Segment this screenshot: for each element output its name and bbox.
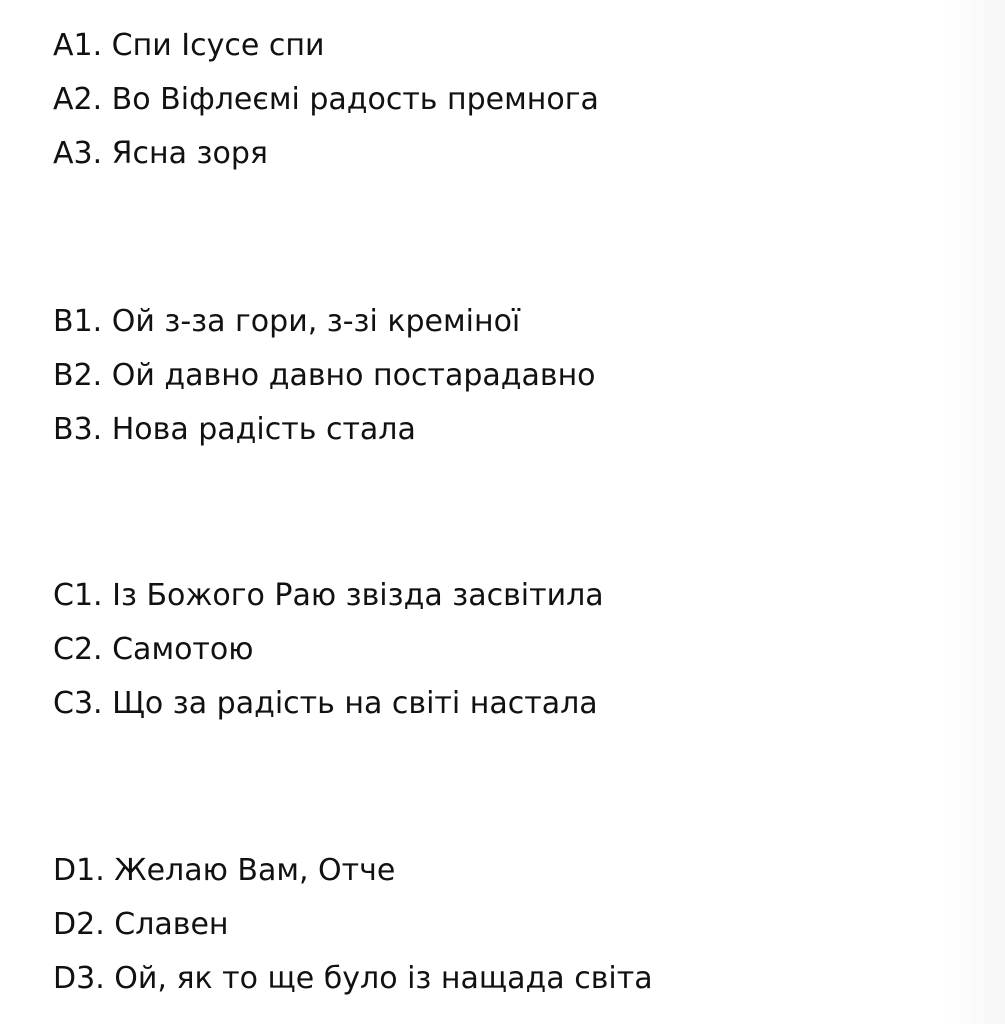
list-item-a2: A2. Во Віфлеємі радость премнога (53, 82, 599, 117)
list-item-d2: D2. Славен (53, 907, 229, 942)
list-item-c1: C1. Із Божого Раю звізда засвітила (53, 578, 604, 613)
right-edge-shade (945, 0, 1005, 1024)
list-item-d3: D3. Ой, як то ще було із нащада світа (53, 961, 653, 996)
list-item-a3: A3. Ясна зоря (53, 136, 268, 171)
list-item-d1: D1. Желаю Вам, Отче (53, 853, 396, 888)
list-item-a1: A1. Спи Ісусе спи (53, 28, 325, 63)
list-item-c3: C3. Що за радість на світі настала (53, 686, 598, 721)
list-item-b2: B2. Ой давно давно постарадавно (53, 358, 596, 393)
list-item-c2: C2. Самотою (53, 632, 254, 667)
list-item-b3: B3. Нова радість стала (53, 412, 416, 447)
list-item-b1: B1. Ой з-за гори, з-зі кремінoї (53, 304, 521, 339)
